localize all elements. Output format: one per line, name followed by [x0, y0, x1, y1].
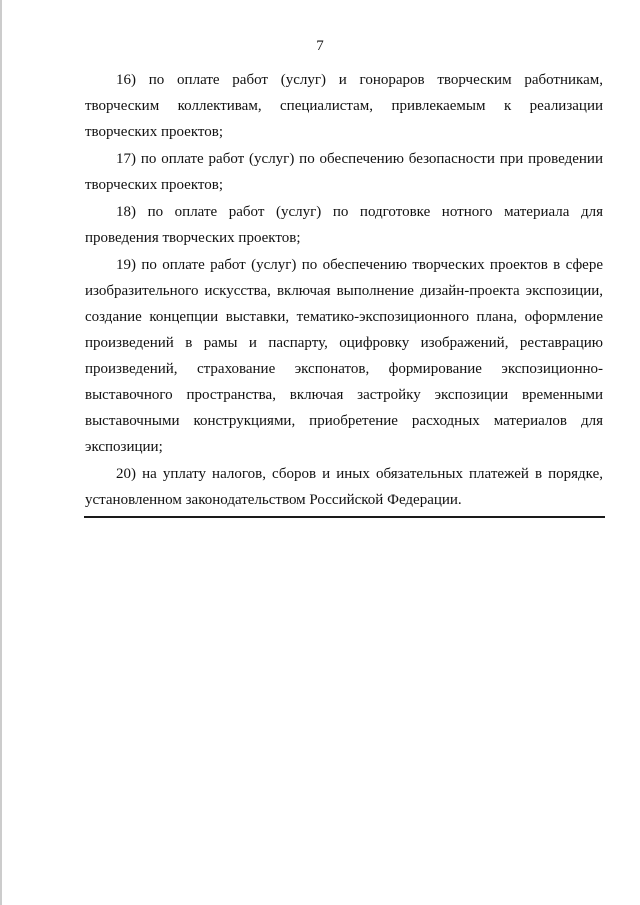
page-number: 7: [316, 38, 324, 54]
paragraph-item-16: 16) по оплате работ (услуг) и гонораров творческим работникам, творческим коллективам, специалистам, привлекаемым к реализации творческих проектов;: [85, 72, 603, 140]
document-body: [85, 67, 603, 514]
paragraph-item-18: 18) по оплате работ (услуг) по подготовке нотного материала для проведения творческих проектов;: [85, 204, 603, 246]
paragraph-item-17: 17) по оплате работ (услуг) по обеспечению безопасности при проведении творческих проектов;: [85, 151, 603, 193]
paragraph-item-20: 20) на уплату налогов, сборов и иных обязательных платежей в порядке, установленном законодательством Российской Федерации.: [85, 466, 603, 508]
paragraph-item-19: 19) по оплате работ (услуг) по обеспечению творческих проектов в сфере изобразительного искусства, включая выполнение дизайн-проекта экспозиции, создание концепции выставки, тематико-экспозиционного плана, оформление произведений в рамы и паспарту, оцифровку изображений, реставрацию произведений, страхование экспонатов, формирование экспозиционно-выставочного пространства, включая застройку экспозиции временными выставочными конструкциями, приобретение расходных материалов для экспозиции;: [85, 257, 603, 455]
end-separator-line: [84, 516, 605, 518]
scan-edge: [0, 0, 2, 905]
